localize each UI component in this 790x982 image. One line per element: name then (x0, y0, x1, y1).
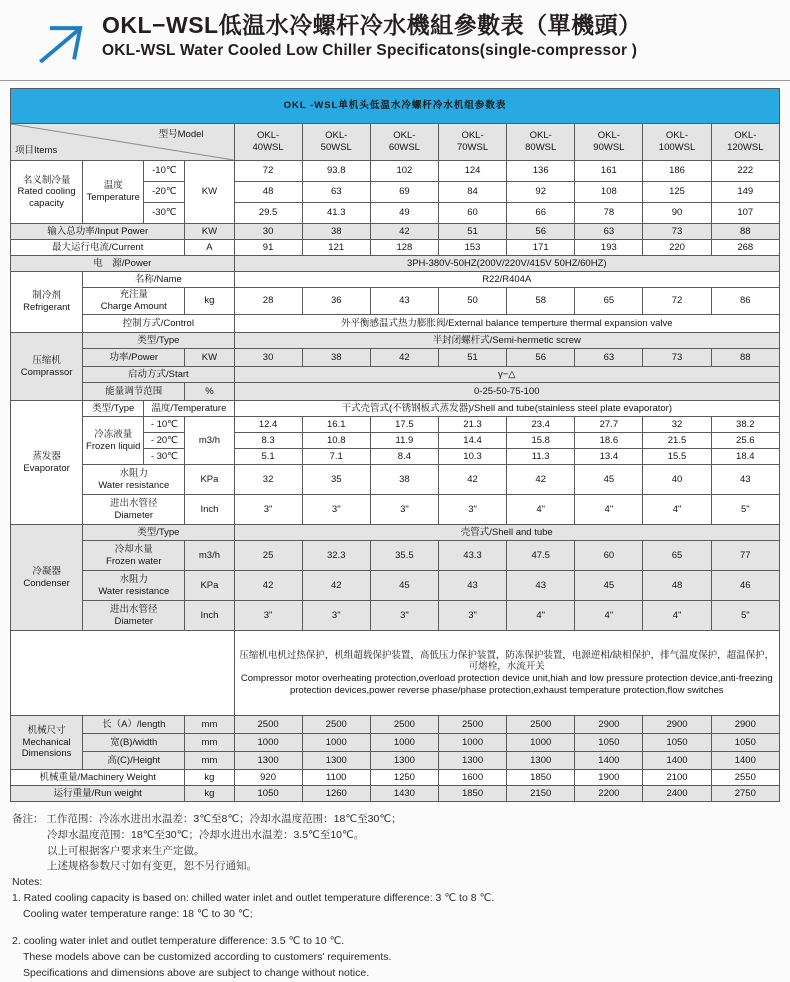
value-cell: 2900 (643, 716, 711, 734)
value-cell: 38 (370, 465, 438, 495)
value-cell: 3" (234, 601, 302, 631)
value-cell: 32.3 (302, 541, 370, 571)
cond-diameter-row (11, 601, 780, 631)
value-cell: 48 (643, 571, 711, 601)
value-cell: 42 (438, 465, 506, 495)
control-row (11, 315, 780, 333)
value-cell: 2100 (643, 770, 711, 786)
value-cell: 11.9 (370, 433, 438, 449)
unit-cell: kg (185, 786, 234, 802)
value-cell: 2400 (643, 786, 711, 802)
value-cell: 8.4 (370, 449, 438, 465)
value-cell: 60 (575, 541, 643, 571)
value-cell: 60 (438, 203, 506, 224)
compressor-type-row (11, 333, 780, 349)
value-cell: 8.3 (234, 433, 302, 449)
group-cell-refrigerant: 制冷剂 Refrigerant (11, 272, 83, 333)
value-cell: 45 (575, 465, 643, 495)
value-cell-power: 3PH-380V-50HZ(200V/220V/415V 50HZ/60HZ) (234, 256, 780, 272)
header-divider (0, 80, 790, 81)
value-cell: 45 (575, 571, 643, 601)
value-cell: 1050 (575, 734, 643, 752)
page-header (0, 0, 790, 71)
value-cell: 38.2 (711, 417, 779, 433)
label-cell-input-power: 输入总功率/Input Power (11, 224, 185, 240)
spec-table (10, 88, 780, 802)
input-power-row (11, 224, 780, 240)
security-row (11, 631, 780, 716)
value-cell: 50 (438, 288, 506, 315)
value-cell: 4" (575, 495, 643, 525)
note-line-zh: 冷却水温度范围：18℃至30℃；冷却水进出水温差：3.5℃至10℃。 (47, 828, 365, 841)
value-cell: 2550 (711, 770, 779, 786)
value-cell: 40 (643, 465, 711, 495)
value-cell: 193 (575, 240, 643, 256)
label-cell-evap-diameter: 进出水管径 Diameter (83, 495, 185, 525)
value-cell: 43 (711, 465, 779, 495)
value-cell: 3" (438, 495, 506, 525)
value-cell: 47.5 (507, 541, 575, 571)
label-cell-machinery-weight: 机械重量/Machinery Weight (11, 770, 185, 786)
group-cell-evaporator: 蒸发器 Evaporator (11, 401, 83, 525)
value-cell: 1300 (507, 752, 575, 770)
temp-cell: - 10℃ (144, 417, 185, 433)
group-cell-compressor: 压缩机 Comprassor (11, 333, 83, 401)
value-cell: 13.4 (575, 449, 643, 465)
value-cell: 108 (575, 182, 643, 203)
unit-cell: mm (185, 716, 234, 734)
label-cell-width: 宽(B)/width (83, 734, 185, 752)
value-cell: 2500 (438, 716, 506, 734)
temp-cell: -10℃ (144, 161, 185, 182)
value-cell: 16.1 (302, 417, 370, 433)
value-cell: 121 (302, 240, 370, 256)
model-header-cell: OKL- 90WSL (575, 124, 643, 161)
start-row (11, 367, 780, 383)
value-cell: 65 (575, 288, 643, 315)
value-cell: 58 (507, 288, 575, 315)
value-cell: 32 (643, 417, 711, 433)
value-cell: 35.5 (370, 541, 438, 571)
value-cell: 4" (575, 601, 643, 631)
value-cell: 7.1 (302, 449, 370, 465)
value-cell: 3" (438, 601, 506, 631)
label-cell-compressor-type: 类型/Type (83, 333, 234, 349)
label-cell-start: 启动方式/Start (83, 367, 234, 383)
value-cell: 43 (507, 571, 575, 601)
value-cell: 1000 (438, 734, 506, 752)
value-cell: 56 (507, 349, 575, 367)
value-cell: 124 (438, 161, 506, 182)
value-cell: 149 (711, 182, 779, 203)
value-cell: 72 (643, 288, 711, 315)
unit-cell: Inch (185, 495, 234, 525)
value-cell: 38 (302, 224, 370, 240)
model-header-cell: OKL- 50WSL (302, 124, 370, 161)
value-cell: 41.3 (302, 203, 370, 224)
unit-cell: m3/h (185, 541, 234, 571)
unit-cell: mm (185, 734, 234, 752)
value-cell: 161 (575, 161, 643, 182)
value-cell: 1430 (370, 786, 438, 802)
current-row (11, 240, 780, 256)
value-cell: 920 (234, 770, 302, 786)
note-line-en: These models above can be customized according to customers’ requirements. (23, 951, 392, 963)
model-header-cell: OKL- 70WSL (438, 124, 506, 161)
value-cell: 1000 (234, 734, 302, 752)
value-cell: 107 (711, 203, 779, 224)
label-cell-refrigerant-name: 名称/Name (83, 272, 234, 288)
value-cell: 48 (234, 182, 302, 203)
value-cell: 2500 (507, 716, 575, 734)
value-cell-energy: 0-25-50-75-100 (234, 383, 780, 401)
value-cell: 5.1 (234, 449, 302, 465)
value-cell: 125 (643, 182, 711, 203)
note-line-zh: 上述规格参数尺寸如有变更，恕不另行通知。 (47, 860, 257, 873)
run-weight-row (11, 786, 780, 802)
page-title-zh: OKL−WSL低温水冷螺杆冷水機組參數表（單機頭） (102, 12, 642, 38)
unit-cell: m3/h (185, 417, 234, 465)
label-cell-evap-type: 类型/Type (83, 401, 144, 417)
value-cell: 88 (711, 349, 779, 367)
value-cell: 1400 (643, 752, 711, 770)
value-cell: 1850 (438, 786, 506, 802)
machinery-weight-row (11, 770, 780, 786)
value-cell: 63 (575, 349, 643, 367)
value-cell: 220 (643, 240, 711, 256)
unit-cell: KW (185, 349, 234, 367)
unit-cell: kg (185, 288, 234, 315)
value-cell: 35 (302, 465, 370, 495)
cooling-row--10 (11, 161, 780, 182)
value-cell: 88 (711, 224, 779, 240)
value-cell: 14.4 (438, 433, 506, 449)
notes-spacer (12, 922, 778, 934)
value-cell: 2500 (302, 716, 370, 734)
value-cell: 136 (507, 161, 575, 182)
value-cell: 86 (711, 288, 779, 315)
value-cell: 69 (370, 182, 438, 203)
value-cell: 18.4 (711, 449, 779, 465)
value-cell: 3" (302, 601, 370, 631)
value-cell: 42 (370, 349, 438, 367)
value-cell: 268 (711, 240, 779, 256)
unit-cell: KW (185, 161, 234, 224)
label-cell-frozen-water: 冷却水量 Frozen water (83, 541, 185, 571)
value-cell: 17.5 (370, 417, 438, 433)
temp-cell: -20℃ (144, 182, 185, 203)
value-cell: 56 (507, 224, 575, 240)
value-cell: 18.6 (575, 433, 643, 449)
model-header-cell: OKL- 60WSL (370, 124, 438, 161)
value-cell: 2150 (507, 786, 575, 802)
note-line-en: 2. cooling water inlet and outlet temperature difference: 3.5 ℃ to 10 ℃. (12, 935, 345, 948)
value-cell: 1600 (438, 770, 506, 786)
unit-cell: KW (185, 224, 234, 240)
value-cell: 42 (370, 224, 438, 240)
value-cell: 36 (302, 288, 370, 315)
table-banner: OKL -WSL单机头低温水冷螺杆冷水机组参数表 (11, 89, 780, 124)
value-cell: 5" (711, 601, 779, 631)
corner-cell (11, 124, 235, 161)
label-cell-cond-water-resistance: 水阻力 Water resistance (83, 571, 185, 601)
value-cell: 73 (643, 349, 711, 367)
value-cell: 2200 (575, 786, 643, 802)
value-cell: 1000 (507, 734, 575, 752)
value-cell: 4" (643, 601, 711, 631)
dimension-length-row (11, 716, 780, 734)
value-cell: 51 (438, 349, 506, 367)
model-header-cell: OKL- 120WSL (711, 124, 779, 161)
value-cell: 1050 (234, 786, 302, 802)
label-cell-length: 长（A）/length (83, 716, 185, 734)
value-cell: 1250 (370, 770, 438, 786)
temp-cell: - 30℃ (144, 449, 185, 465)
unit-cell: kg (185, 770, 234, 786)
value-cell: 1000 (302, 734, 370, 752)
label-cell-compressor-power: 功率/Power (83, 349, 185, 367)
group-cell-condenser: 冷凝器 Condenser (11, 525, 83, 631)
value-cell-security: 压缩机电机过热保护，机组超载保护装置，高低压力保护装置，防冻保护装置，电源逆相/缺相保护，排气温度保护，超温保护，可熔栓，水流开关 Compressor motor overheating protection,overload protection device unit,hiah and low pressure protection device,anti-freezing protection devices,power reverse phase/phase protection,exhaust temperature protection,flow switches (234, 631, 780, 716)
value-cell: 102 (370, 161, 438, 182)
page-titles (102, 12, 642, 60)
value-cell: 49 (370, 203, 438, 224)
model-header-cell: OKL- 40WSL (234, 124, 302, 161)
label-cell-cond-diameter: 进出水管径 Diameter (83, 601, 185, 631)
value-cell: 28 (234, 288, 302, 315)
value-cell: 186 (643, 161, 711, 182)
label-cell-control: 控制方式/Control (83, 315, 234, 333)
value-cell: 2500 (234, 716, 302, 734)
value-cell: 78 (575, 203, 643, 224)
value-cell: 1260 (302, 786, 370, 802)
value-cell: 45 (370, 571, 438, 601)
value-cell: 2500 (370, 716, 438, 734)
value-cell: 1100 (302, 770, 370, 786)
value-cell-control: 外平衡感温式热力膨胀阀/External balance temperture thermal expansion valve (234, 315, 780, 333)
value-cell: 93.8 (302, 161, 370, 182)
evaporator-type-row (11, 401, 780, 417)
value-cell: 1300 (438, 752, 506, 770)
charge-amount-row (11, 288, 780, 315)
unit-cell: mm (185, 752, 234, 770)
value-cell: 1850 (507, 770, 575, 786)
power-row (11, 256, 780, 272)
value-cell: 42 (234, 571, 302, 601)
energy-range-row (11, 383, 780, 401)
page-title-en: OKL-WSL Water Cooled Low Chiller Specificatons(single-compressor ) (102, 41, 638, 59)
group-cell-cooling: 名义制冷量 Rated cooling capacity (11, 161, 83, 224)
note-line-zh: 备注： 工作范围：冷冻水进出水温差：3℃至8℃；冷却水温度范围：18℃至30℃； (12, 813, 402, 825)
value-cell: 171 (507, 240, 575, 256)
value-cell: 1400 (711, 752, 779, 770)
label-cell-frozen-liquid: 冷冻液量 Frozen liquid (83, 417, 144, 465)
value-cell: 4" (507, 601, 575, 631)
value-cell: 21.5 (643, 433, 711, 449)
value-cell: 1000 (370, 734, 438, 752)
model-header-cell: OKL- 80WSL (507, 124, 575, 161)
table-banner-row (11, 89, 780, 124)
model-header-row (11, 124, 780, 161)
value-cell: 63 (575, 224, 643, 240)
temp-label-cell: 温度 Temperature (83, 161, 144, 224)
value-cell: 38 (302, 349, 370, 367)
value-cell: 43 (370, 288, 438, 315)
value-cell: 42 (302, 571, 370, 601)
refrigerant-name-row (11, 272, 780, 288)
value-cell: 2900 (711, 716, 779, 734)
value-cell: 25 (234, 541, 302, 571)
value-cell: 3" (370, 495, 438, 525)
note-line-zh: 以上可根据客户要求来生产定做。 (47, 844, 205, 857)
label-cell-security (11, 631, 235, 716)
value-cell: 222 (711, 161, 779, 182)
value-cell-start: γ−△ (234, 367, 780, 383)
value-cell: 65 (643, 541, 711, 571)
label-cell-charge: 充注量 Charge Amount (83, 288, 185, 315)
value-cell: 43 (438, 571, 506, 601)
value-cell: 73 (643, 224, 711, 240)
corner-items-label: 项目Items (15, 145, 58, 157)
value-cell: 43.3 (438, 541, 506, 571)
value-cell: 84 (438, 182, 506, 203)
frozen-water-row (11, 541, 780, 571)
value-cell: 77 (711, 541, 779, 571)
evap-diameter-row (11, 495, 780, 525)
value-cell: 1900 (575, 770, 643, 786)
cond-water-resistance-row (11, 571, 780, 601)
value-cell: 32 (234, 465, 302, 495)
unit-cell: % (185, 383, 234, 401)
compressor-power-row (11, 349, 780, 367)
value-cell: 72 (234, 161, 302, 182)
value-cell: 128 (370, 240, 438, 256)
condenser-type-row (11, 525, 780, 541)
note-line-en: 1. Rated cooling capacity is based on: chilled water inlet and outlet temperature difference: 3 ℃ to 8 ℃. (12, 891, 495, 904)
unit-cell: Inch (185, 601, 234, 631)
value-cell: 46 (711, 571, 779, 601)
value-cell-evap-type: 干式壳管式(不锈钢板式蒸发器)/Shell and tube(stainless steel plate evaporator) (234, 401, 780, 417)
notes-en-header: Notes: (12, 876, 43, 888)
label-cell-run-weight: 运行重量/Run weight (11, 786, 185, 802)
value-cell: 42 (507, 465, 575, 495)
value-cell-compressor-type: 半封闭螺杆式/Semi-hermetic screw (234, 333, 780, 349)
label-cell-height: 高(C)/Height (83, 752, 185, 770)
value-cell: 63 (302, 182, 370, 203)
value-cell: 1050 (643, 734, 711, 752)
temp-cell: - 20℃ (144, 433, 185, 449)
value-cell: 30 (234, 349, 302, 367)
value-cell: 25.6 (711, 433, 779, 449)
unit-cell: A (185, 240, 234, 256)
dimension-height-row (11, 752, 780, 770)
value-cell: 4" (507, 495, 575, 525)
value-cell: 51 (438, 224, 506, 240)
label-cell-energy: 能量调节范围 (83, 383, 185, 401)
label-cell-evap-water-resistance: 水阻力 Water resistance (83, 465, 185, 495)
value-cell: 3" (234, 495, 302, 525)
unit-cell: KPa (185, 571, 234, 601)
value-cell: 27.7 (575, 417, 643, 433)
value-cell: 12.4 (234, 417, 302, 433)
value-cell: 23.4 (507, 417, 575, 433)
value-cell: 21.3 (438, 417, 506, 433)
value-cell: 153 (438, 240, 506, 256)
value-cell: 66 (507, 203, 575, 224)
value-cell: 2900 (575, 716, 643, 734)
value-cell: 1050 (711, 734, 779, 752)
notes-section (12, 812, 778, 982)
value-cell: 90 (643, 203, 711, 224)
temp-cell: -30℃ (144, 203, 185, 224)
note-line-en: Cooling water temperature range: 18 ℃ to 30 ℃; (23, 907, 253, 920)
value-cell: 3" (370, 601, 438, 631)
label-cell-current: 最大运行电流/Current (11, 240, 185, 256)
model-header-cell: OKL- 100WSL (643, 124, 711, 161)
dimension-width-row (11, 734, 780, 752)
value-cell-refrigerant-name: R22/R404A (234, 272, 780, 288)
value-cell: 10.8 (302, 433, 370, 449)
value-cell: 1400 (575, 752, 643, 770)
value-cell: 91 (234, 240, 302, 256)
corner-model-label: 型号Model (158, 129, 204, 140)
value-cell: 29.5 (234, 203, 302, 224)
value-cell: 10.3 (438, 449, 506, 465)
value-cell: 92 (507, 182, 575, 203)
evap-water-resistance-row (11, 465, 780, 495)
value-cell: 30 (234, 224, 302, 240)
label-cell-power: 电 源/Power (11, 256, 235, 272)
value-cell: 3" (302, 495, 370, 525)
value-cell: 1300 (302, 752, 370, 770)
label-cell-evap-temp: 温度/Temperature (144, 401, 234, 417)
frozen-liquid-row--10 (11, 417, 780, 433)
value-cell: 1300 (234, 752, 302, 770)
group-cell-dimensions: 机械尺寸 Mechanical Dimensions (11, 716, 83, 770)
value-cell: 15.8 (507, 433, 575, 449)
value-cell: 2750 (711, 786, 779, 802)
value-cell: 1300 (370, 752, 438, 770)
note-line-en: Specifications and dimensions above are subject to change without notice. (23, 966, 370, 979)
unit-cell: KPa (185, 465, 234, 495)
value-cell: 15.5 (643, 449, 711, 465)
value-cell: 5" (711, 495, 779, 525)
brand-arrow-icon (36, 18, 88, 71)
value-cell: 4" (643, 495, 711, 525)
value-cell-condenser-type: 壳管式/Shell and tube (234, 525, 780, 541)
label-cell-condenser-type: 类型/Type (83, 525, 234, 541)
value-cell: 11.3 (507, 449, 575, 465)
